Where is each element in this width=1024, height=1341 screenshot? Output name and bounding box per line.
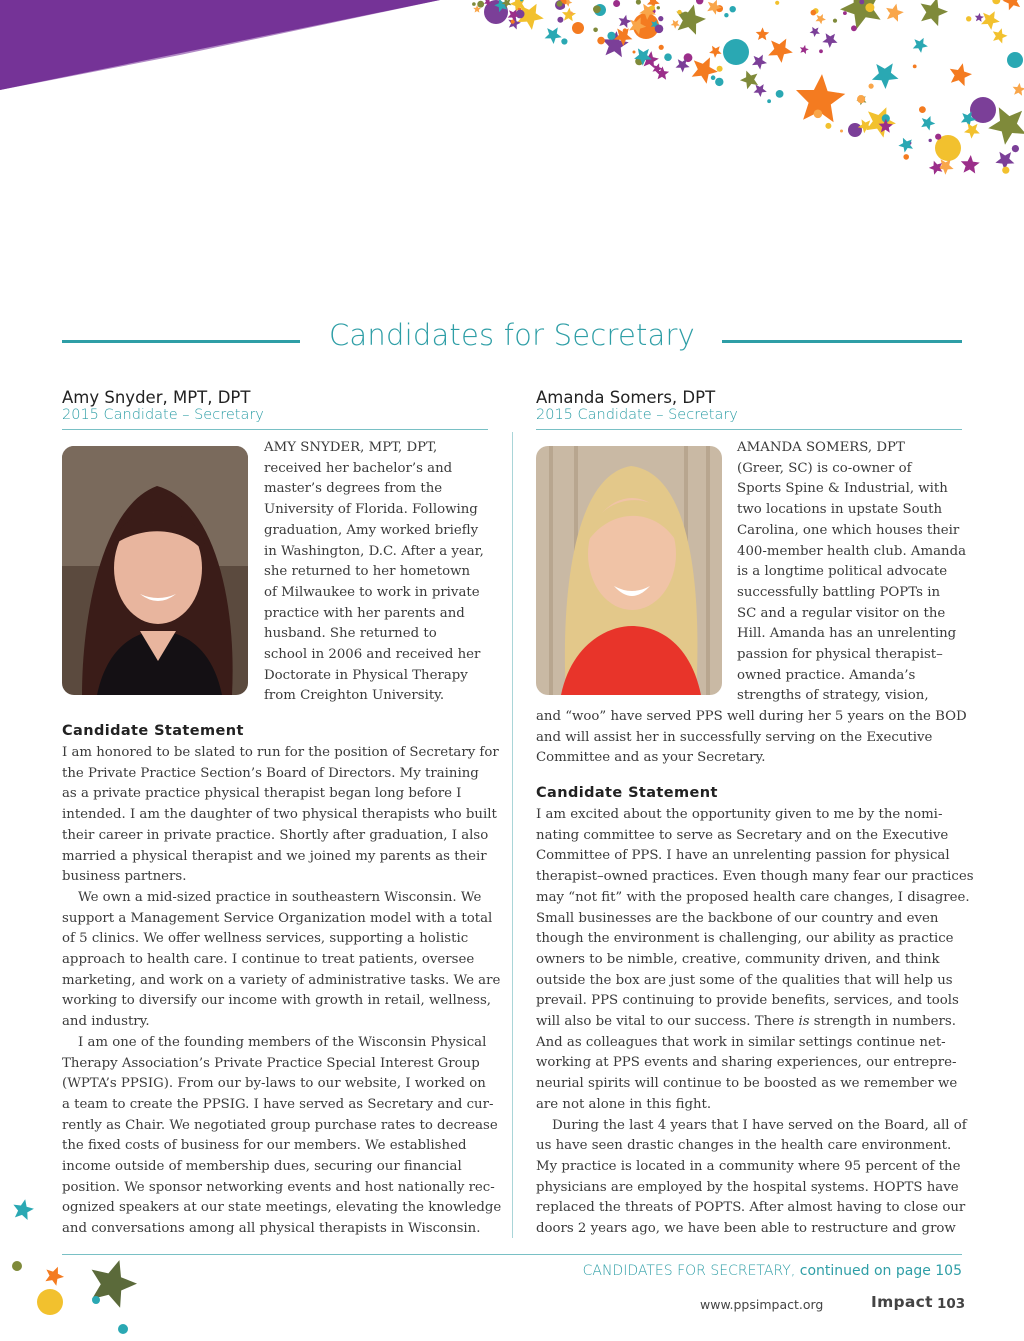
star-icon — [816, 14, 826, 24]
dot-icon — [836, 93, 841, 98]
dot-icon — [919, 106, 926, 113]
star-icon — [866, 107, 896, 137]
right-candidate-role: 2015 Candidate – Secretary — [536, 407, 738, 423]
text-line: I am excited about the opportunity given to me by the nomi- — [536, 807, 943, 822]
text-line: prevail. PPS continuing to provide benefits, services, and tools — [536, 993, 959, 1009]
text-line: and industry. — [62, 1014, 150, 1030]
text-line: physicians are employed by the hospital systems. HOPTS have — [536, 1179, 959, 1195]
footer-magazine-name: Impact — [871, 1293, 933, 1311]
dot-icon — [723, 39, 749, 65]
text-line: Small businesses are the backbone of our country and even — [536, 910, 939, 926]
text-line: from Creighton University. — [264, 688, 445, 704]
dot-icon — [557, 17, 563, 23]
text-line: support a Management Service Organization model with a total — [62, 910, 493, 926]
dot-icon — [657, 6, 660, 9]
text-line: And as colleagues that work in similar settings continue net- — [536, 1034, 946, 1050]
dot-icon — [636, 0, 641, 5]
text-line: will also be vital to our success. There is strength in numbers. — [536, 1014, 956, 1030]
left-candidate-photo — [62, 446, 248, 695]
text-line: the Private Practice Section’s Board of Directors. My training — [62, 765, 479, 781]
text-line: Committee and as your Secretary. — [536, 750, 766, 766]
right-bio-continued — [536, 707, 967, 769]
left-statement — [62, 743, 501, 1240]
dot-icon — [696, 0, 703, 4]
dot-icon — [1012, 145, 1019, 152]
text-line: therapist–owned practices. Even though many fear our practices — [536, 869, 974, 885]
text-line: I am one of the founding members of the Wisconsin Physical — [78, 1034, 487, 1050]
text-line: school in 2006 and received her — [264, 647, 481, 663]
star-icon — [800, 45, 809, 54]
text-line: master’s degrees from the — [264, 481, 443, 497]
dot-icon — [724, 13, 728, 17]
dot-icon — [840, 130, 843, 133]
dot-icon — [37, 1289, 63, 1315]
text-line: us have seen drastic changes in the health care environment. — [536, 1138, 952, 1154]
dot-icon — [848, 123, 862, 137]
left-candidate-role: 2015 Candidate – Secretary — [62, 407, 264, 423]
dot-icon — [730, 6, 736, 12]
text-line: SC and a regular visitor on the — [737, 605, 946, 621]
star-icon — [810, 27, 820, 37]
star-icon — [975, 13, 984, 22]
dot-icon — [570, 12, 573, 15]
dot-icon — [776, 90, 784, 98]
dot-icon — [516, 10, 525, 19]
dot-icon — [903, 154, 909, 160]
dot-icon — [597, 37, 605, 45]
text-line: My practice is located in a community where 95 percent of the — [536, 1158, 961, 1174]
dot-icon — [682, 12, 689, 19]
text-line: successfully battling POPTs in — [737, 584, 941, 600]
dot-icon — [607, 32, 615, 40]
text-line: graduation, Amy worked briefly — [264, 522, 479, 538]
star-icon — [707, 0, 722, 15]
text-line: a team to create the PPSIG. I have served as Secretary and cur- — [62, 1096, 494, 1112]
dot-icon — [843, 11, 847, 15]
text-line: working to diversify our income with growth in retail, wellness, — [62, 993, 492, 1009]
dot-icon — [851, 25, 857, 31]
text-line: owned practice. Amanda’s — [737, 667, 916, 683]
dot-icon — [775, 1, 779, 5]
right-bio — [737, 438, 966, 707]
left-candidate-name: Amy Snyder, MPT, DPT — [62, 388, 251, 407]
star-icon — [950, 63, 972, 86]
page-number: 103 — [937, 1296, 966, 1312]
footer-website[interactable]: www.ppsimpact.org — [700, 1297, 824, 1312]
dot-icon — [561, 38, 567, 44]
text-line: rently as Chair. We negotiated group purchase rates to decrease — [62, 1117, 498, 1133]
text-line: I am honored to be slated to run for the position of Secretary for — [62, 745, 499, 760]
dot-icon — [857, 95, 865, 103]
text-line: AMY SNYDER, MPT, DPT, — [264, 440, 438, 455]
dot-icon — [677, 10, 681, 14]
text-line: and conversations among all physical therapists in Wisconsin. — [62, 1221, 481, 1237]
dot-icon — [659, 45, 664, 50]
star-icon — [709, 46, 722, 58]
dot-icon — [472, 2, 476, 6]
star-icon — [1003, 0, 1021, 10]
text-line: 400-member health club. Amanda — [737, 543, 967, 559]
text-line: AMANDA SOMERS, DPT — [737, 440, 905, 455]
title-rule-left — [62, 340, 300, 343]
text-line: neurial spirits will continue to be boosted as we remember we — [536, 1076, 958, 1092]
text-line: passion for physical therapist– — [737, 647, 943, 663]
text-line: Carolina, one which houses their — [737, 522, 960, 538]
column-divider — [512, 432, 513, 1238]
dot-icon — [935, 134, 941, 140]
dot-icon — [650, 5, 655, 10]
text-line: though the environment is challenging, our ability as practice — [536, 931, 954, 947]
text-line: position. We sponsor networking events and host nationally rec- — [62, 1179, 495, 1195]
text-line: income outside of membership dues, securing our financial — [62, 1159, 462, 1175]
star-icon — [822, 33, 837, 48]
confetti-shapes — [472, 0, 1024, 175]
page-title: Candidates for Secretary — [328, 318, 696, 352]
star-icon — [872, 63, 899, 89]
text-line: University of Florida. Following — [264, 502, 478, 518]
title-rule-right — [722, 340, 962, 343]
star-icon — [13, 1199, 34, 1220]
dot-icon — [557, 1, 563, 7]
text-line: Hill. Amanda has an unrelenting — [737, 626, 957, 642]
text-line: owners to be nimble, creative, community driven, and think — [536, 951, 940, 967]
text-line: doors 2 years ago, we have been able to restructure and grow — [536, 1221, 956, 1237]
dot-icon — [913, 65, 917, 69]
text-line: intended. I am the daughter of two physical therapists who built — [62, 807, 497, 823]
text-line: received her bachelor’s and — [264, 460, 453, 476]
text-line: Therapy Association’s Private Practice Special Interest Group — [62, 1055, 480, 1071]
dot-icon — [992, 0, 1000, 4]
star-icon — [545, 27, 562, 44]
star-icon — [840, 0, 881, 29]
dot-icon — [655, 25, 664, 34]
text-line: practice with her parents and — [264, 605, 465, 621]
right-candidate-name: Amanda Somers, DPT — [536, 388, 716, 407]
dot-icon — [526, 11, 534, 19]
dot-icon — [865, 3, 874, 12]
right-statement — [536, 805, 974, 1240]
dot-icon — [572, 22, 584, 34]
star-icon — [754, 84, 767, 97]
text-line: ognized speakers at our state meetings, elevating the knowledge — [62, 1200, 502, 1216]
dot-icon — [593, 28, 598, 33]
footer-rule — [62, 1254, 962, 1255]
text-line: replaced the threats of POPTS. After almost having to close our — [536, 1200, 966, 1216]
dot-icon — [966, 16, 971, 21]
dot-icon — [767, 99, 771, 103]
right-candidate-photo — [536, 446, 722, 695]
text-line: working at PPS events and sharing experiences, our entrepre- — [536, 1055, 957, 1071]
text-line: married a physical therapist and we joined my parents as their — [62, 848, 487, 864]
star-icon — [898, 138, 913, 153]
left-bio — [264, 438, 484, 707]
dot-icon — [929, 139, 932, 142]
star-icon — [676, 5, 706, 35]
text-line: marketing, and work on a variety of administrative tasks. We are — [62, 972, 501, 988]
text-line: is a longtime political advocate — [737, 564, 948, 580]
text-line: husband. She returned to — [264, 626, 437, 642]
star-icon — [562, 8, 576, 22]
star-icon — [886, 4, 904, 22]
text-line: of 5 clinics. We offer wellness services, supporting a holistic — [62, 931, 469, 947]
dot-icon — [593, 5, 601, 13]
dot-icon — [633, 51, 636, 54]
dot-icon — [664, 53, 672, 61]
left-statement-heading: Candidate Statement — [62, 723, 244, 739]
dot-icon — [477, 1, 484, 8]
text-line: Doctorate in Physical Therapy — [264, 667, 468, 683]
text-line: Committee of PPS. I have an unrelenting passion for physical — [536, 848, 950, 864]
dot-icon — [814, 110, 823, 119]
star-icon — [740, 71, 758, 90]
dot-icon — [613, 0, 620, 7]
star-icon — [692, 57, 718, 83]
text-line: and “woo” have served PPS well during her 5 years on the BOD — [536, 709, 967, 724]
text-line: approach to health care. I continue to treat patients, oversee — [62, 952, 475, 968]
text-line: as a private practice physical therapist began long before I — [62, 786, 462, 802]
dot-icon — [715, 78, 723, 86]
dot-icon — [711, 75, 716, 80]
dot-icon — [819, 49, 823, 53]
text-line: (WPTA’s PPSIG). From our by-laws to our website, I worked on — [62, 1076, 486, 1092]
star-icon — [961, 155, 980, 174]
star-icon — [1013, 83, 1024, 96]
continued-link[interactable]: CANDIDATES FOR SECRETARY, continued on page 105 — [582, 1263, 962, 1279]
dot-icon — [717, 66, 723, 72]
text-line: the fixed costs of business for our members. We established — [62, 1138, 467, 1154]
dot-icon — [811, 10, 817, 16]
text-line: she returned to her hometown — [264, 564, 471, 580]
dot-icon — [12, 1261, 22, 1271]
confetti-decoration — [0, 0, 1024, 200]
text-line: may “not fit” with the proposed health care changes, I disagree. — [536, 889, 970, 905]
star-icon — [993, 28, 1008, 43]
star-icon — [981, 11, 1000, 30]
text-line: Sports Spine & Industrial, with — [737, 481, 948, 497]
text-line: in Washington, D.C. After a year, — [264, 543, 484, 559]
text-line: business partners. — [62, 869, 187, 885]
text-line: We own a mid-sized practice in southeastern Wisconsin. We — [78, 889, 482, 905]
text-line: strengths of strategy, vision, — [737, 688, 929, 704]
dot-icon — [833, 19, 837, 23]
text-line: (Greer, SC) is co-owner of — [737, 460, 912, 476]
text-line: their career in private practice. Shortly after graduation, I also — [62, 827, 489, 843]
dot-icon — [92, 1296, 100, 1304]
star-icon — [921, 116, 935, 131]
text-line: are not alone in this fight. — [536, 1096, 712, 1112]
dot-icon — [1007, 52, 1023, 68]
right-statement-heading: Candidate Statement — [536, 785, 718, 801]
star-icon — [964, 123, 980, 138]
star-icon — [913, 38, 928, 53]
star-icon — [671, 20, 680, 29]
left-header-rule — [62, 429, 488, 430]
text-line: During the last 4 years that I have served on the Board, all of — [552, 1117, 967, 1133]
dot-icon — [1002, 167, 1009, 174]
dot-icon — [825, 123, 831, 129]
text-line: two locations in upstate South — [737, 502, 943, 518]
text-line: nating committee to serve as Secretary and on the Executive — [536, 827, 949, 843]
star-icon — [756, 27, 770, 40]
text-line: and will assist her in successfully serving on the Executive — [536, 729, 933, 745]
text-line: of Milwaukee to work in private — [264, 584, 480, 600]
star-icon — [921, 0, 948, 26]
dot-icon — [869, 84, 874, 89]
star-icon — [619, 15, 632, 28]
star-icon — [768, 39, 793, 63]
text-line: outside the box are just some of the qualities that will help us — [536, 972, 953, 988]
star-icon — [752, 55, 767, 70]
star-icon — [45, 1267, 64, 1286]
dot-icon — [118, 1324, 128, 1334]
right-header-rule — [536, 429, 962, 430]
dot-icon — [658, 16, 663, 21]
